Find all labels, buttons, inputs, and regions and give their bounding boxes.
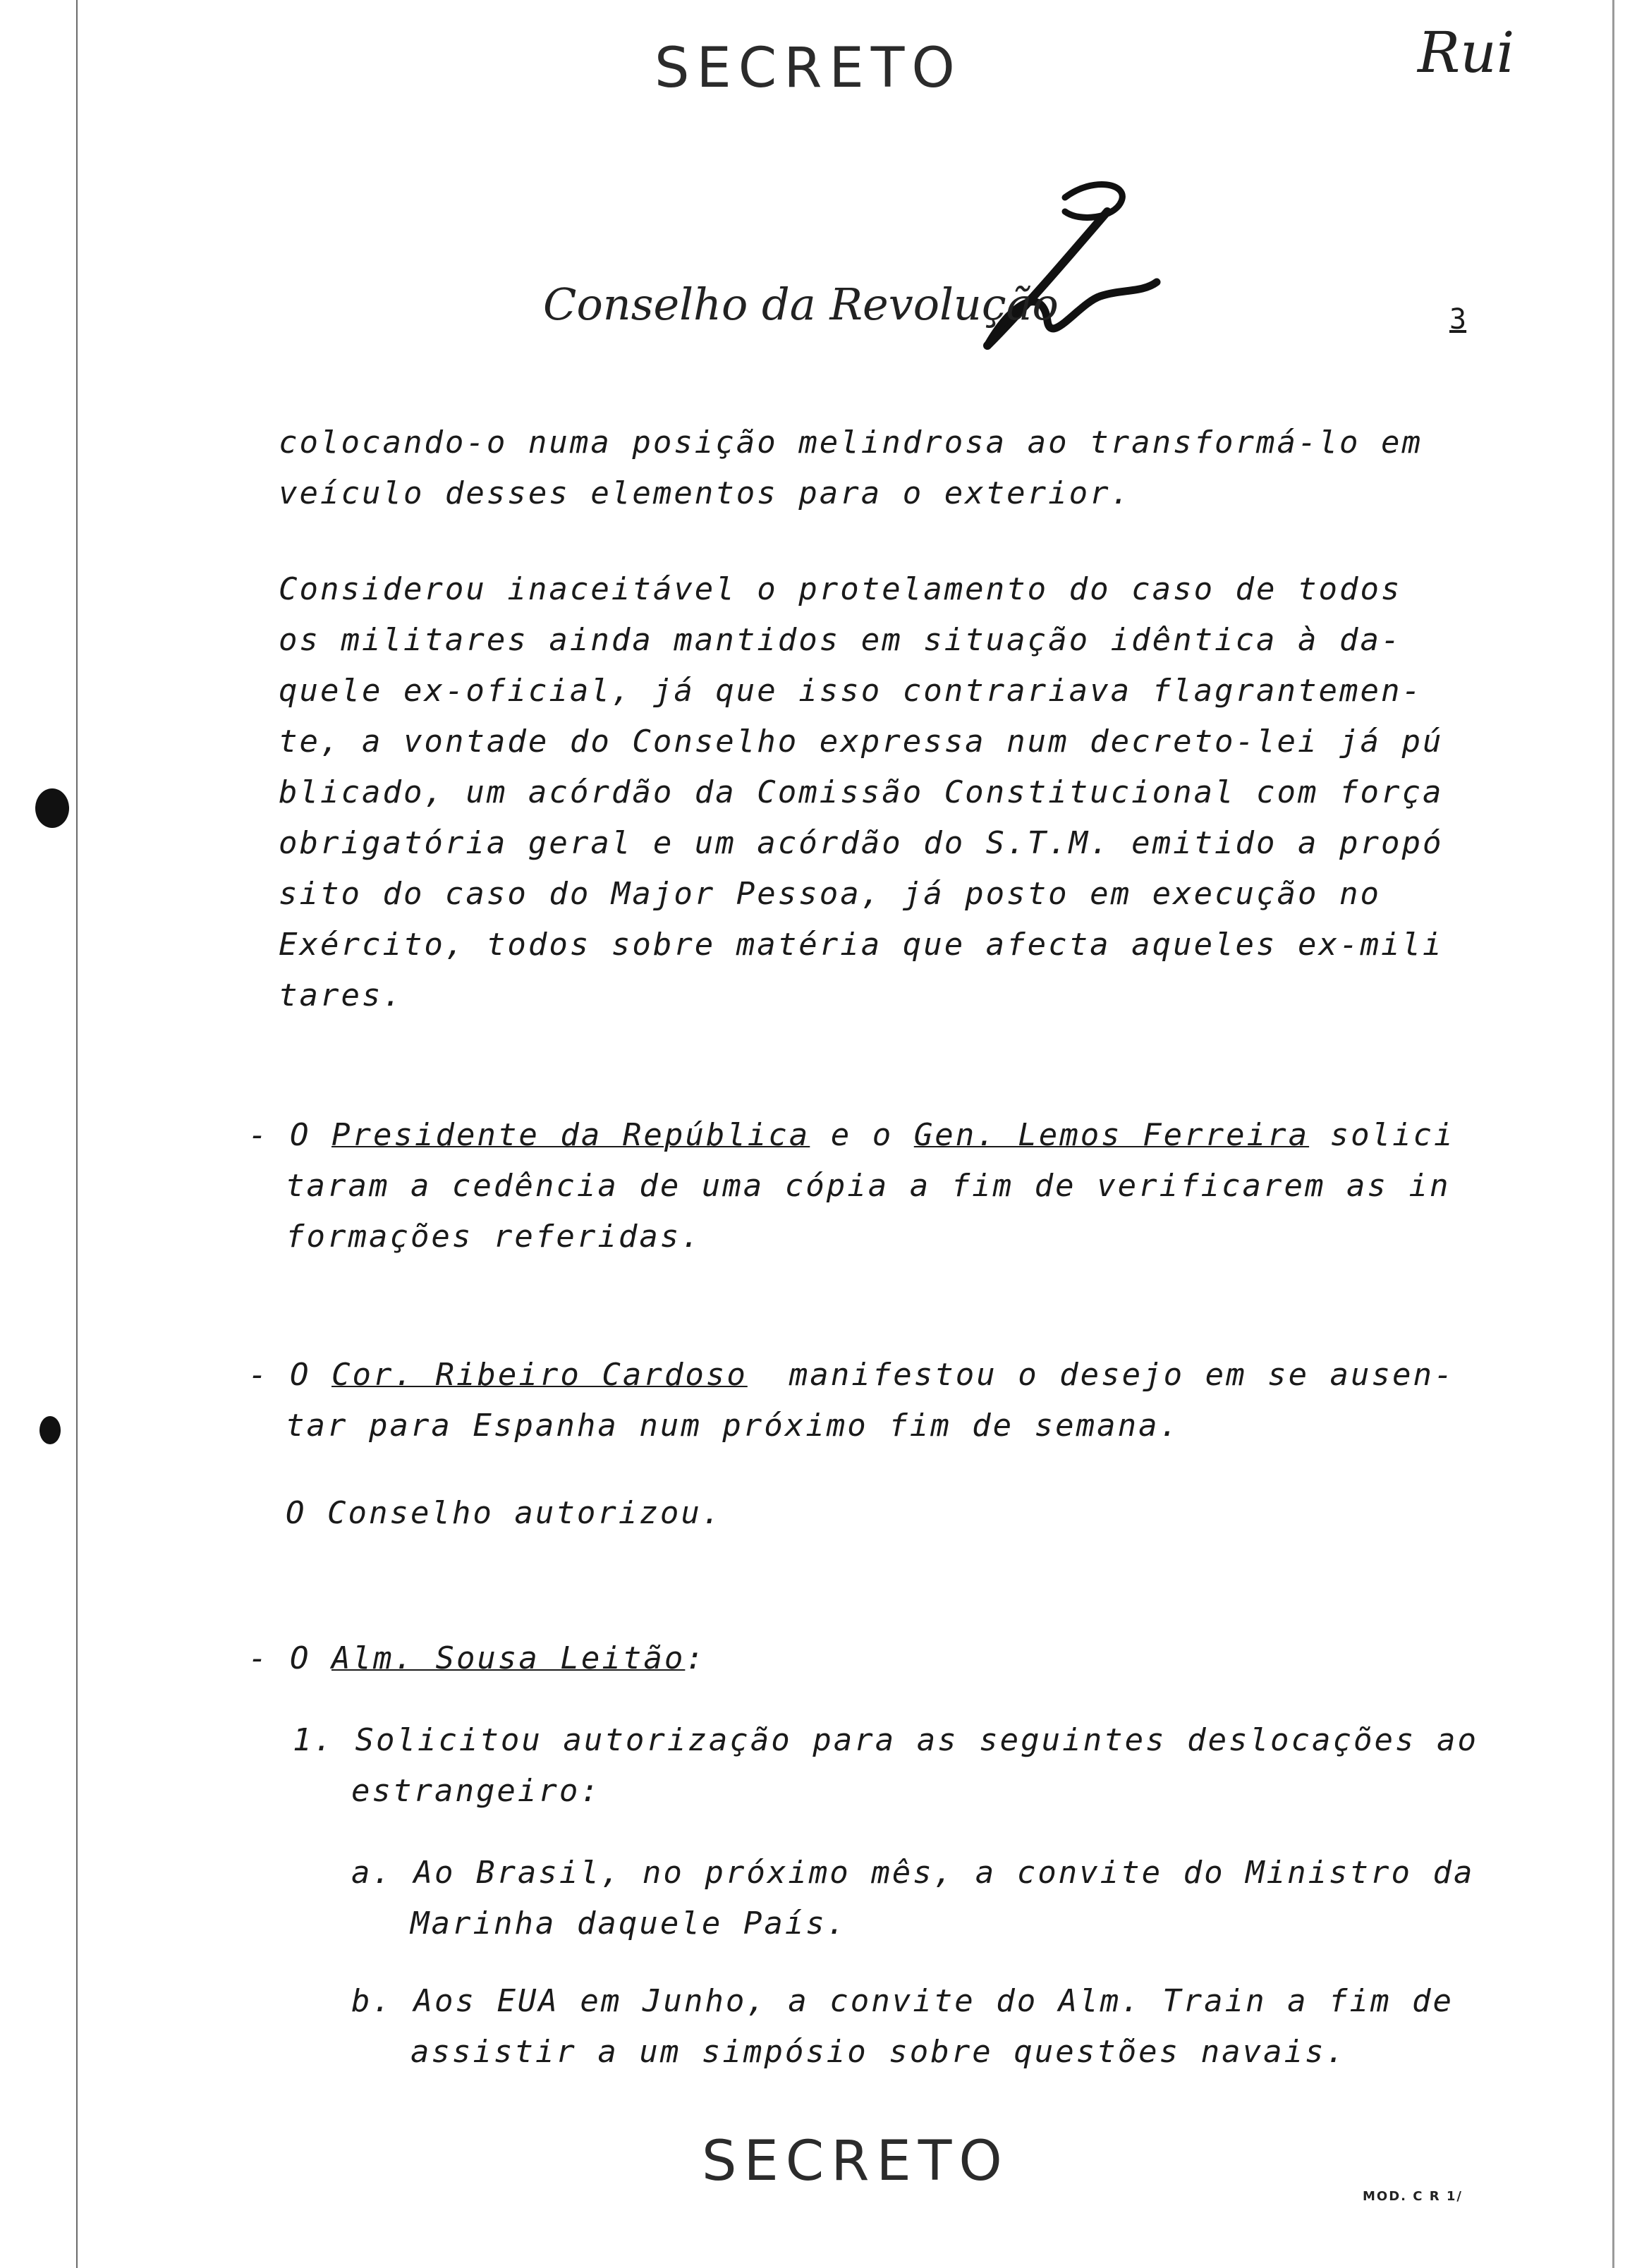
secreto-stamp-bottom: SECRETO	[702, 2130, 1009, 2193]
paragraph-line: assistir a um simpósio sobre questões navais.	[410, 2034, 1347, 2070]
paragraph-line: taram a cedência de uma cópia a fim de verificarem as in	[286, 1168, 1451, 1204]
paragraph-line: blicado, um acórdão da Comissão Constitucional com força	[279, 774, 1444, 810]
paragraph-line: sito do caso do Major Pessoa, já posto em execução no	[279, 876, 1381, 912]
paragraph-line: te, a vontade do Conselho expressa num decreto-lei já pú	[279, 724, 1444, 760]
sub-item-label: a.	[351, 1855, 393, 1891]
form-code: MOD. C R 1/	[1363, 2189, 1463, 2204]
paragraph-line: os militares ainda mantidos em situação idêntica à da-	[279, 622, 1402, 658]
name-president: Presidente da República	[331, 1117, 810, 1153]
sub-item-b-line1: b. Aos EUA em Junho, a convite do Alm. Train a fim de	[351, 1983, 1454, 2019]
item-ribeiro-line1: - O Cor. Ribeiro Cardoso manifestou o desejo em se ausen-	[248, 1357, 1455, 1393]
point-1-line1: 1. Solicitou autorização para as seguintes deslocações ao	[293, 1722, 1478, 1758]
paragraph-line: formações referidas.	[286, 1219, 702, 1255]
name-ribeiro-cardoso: Cor. Ribeiro Cardoso	[331, 1357, 748, 1393]
paragraph-line: Exército, todos sobre matéria que afecta aqueles ex-mili	[279, 927, 1444, 963]
punch-hole-mark	[39, 1416, 61, 1444]
item-president-line1: - O Presidente da República e o Gen. Lemos Ferreira solici	[248, 1117, 1455, 1153]
handwritten-initials: Rui	[1418, 20, 1515, 85]
paragraph-line: tar para Espanha num próximo fim de semana.	[286, 1408, 1181, 1444]
sub-item-label: b.	[351, 1983, 393, 2019]
page-number: 3	[1449, 303, 1467, 336]
paragraph-line: obrigatória geral e um acórdão do S.T.M. emitido a propó	[279, 825, 1444, 861]
list-dash: -	[248, 1117, 269, 1153]
list-dash: -	[248, 1357, 269, 1393]
secreto-stamp-top: SECRETO	[655, 37, 962, 100]
paragraph-line: Considerou inaceitável o protelamento do caso de todos	[279, 571, 1402, 607]
page-right-edge	[1612, 0, 1614, 2268]
point-number: 1.	[293, 1722, 334, 1758]
letterhead: Conselho da Revolução	[543, 279, 1059, 330]
paragraph-line: quele ex-oficial, já que isso contrariava flagrantemen-	[279, 673, 1423, 709]
sub-item-a-line1: a. Ao Brasil, no próximo mês, a convite do Ministro da	[351, 1855, 1475, 1891]
paragraph-line: estrangeiro:	[351, 1773, 601, 1809]
name-lemos-ferreira: Gen. Lemos Ferreira	[913, 1117, 1310, 1153]
council-authorized: O Conselho autorizou.	[286, 1495, 723, 1531]
paragraph-line: veículo desses elementos para o exterior.	[279, 475, 1132, 511]
paragraph-line: tares.	[279, 977, 403, 1013]
handwritten-signature	[959, 169, 1185, 360]
paragraph-line: Marinha daquele País.	[410, 1906, 848, 1941]
list-dash: -	[248, 1640, 269, 1676]
paragraph-line: colocando-o numa posição melindrosa ao transformá-lo em	[279, 425, 1423, 461]
punch-hole	[35, 788, 69, 828]
page-left-edge	[76, 0, 78, 2268]
name-sousa-leitao: Alm. Sousa Leitão	[331, 1640, 686, 1676]
item-sousa-leitao: - O Alm. Sousa Leitão:	[248, 1640, 706, 1676]
